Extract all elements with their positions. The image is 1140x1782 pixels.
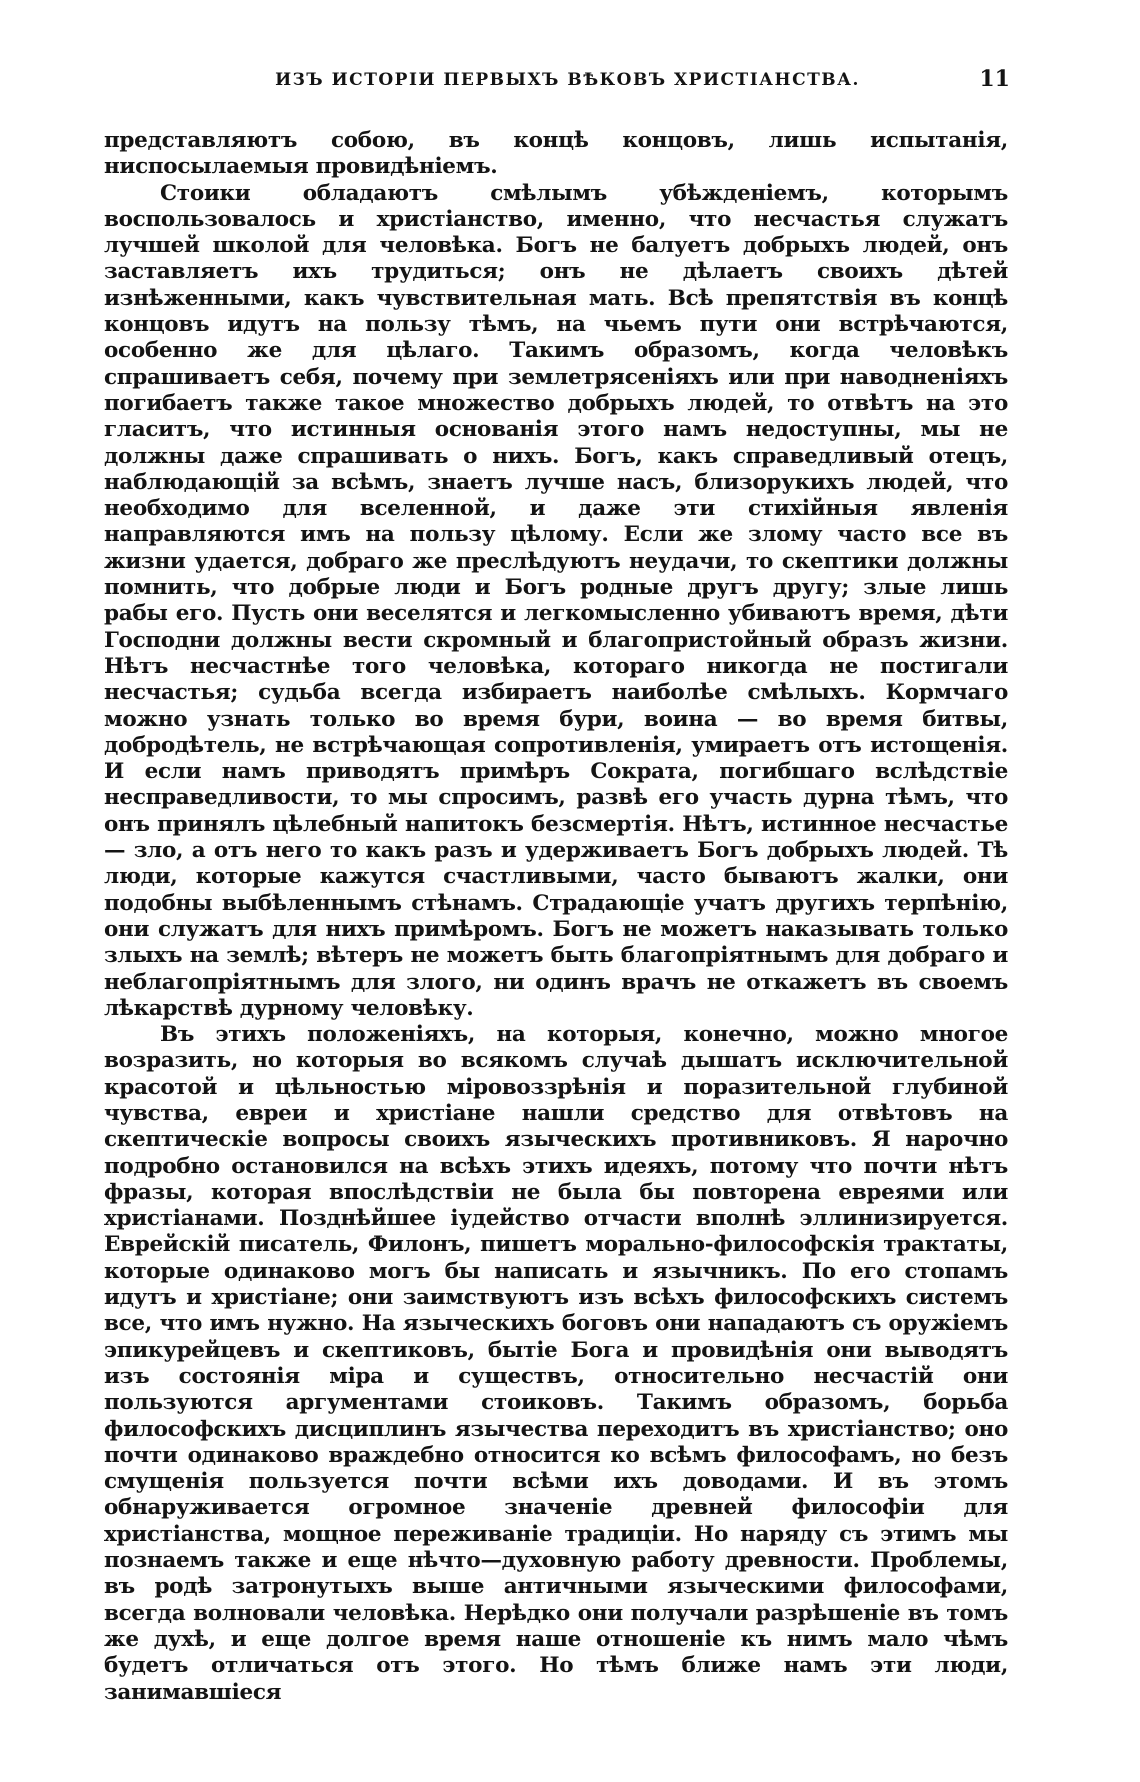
page-number: 11 — [979, 66, 1010, 92]
paragraph-christians: Въ этихъ положеніяхъ, на которыя, конечно, можно многое возразить, но которыя во всякомъ случаѣ дышатъ исключительной красотой и цѣльностью міровоззрѣнія и поразительной глубиной чувства, евреи и христіане нашли средство для отвѣтовъ на скептическіе вопросы своихъ языческихъ противниковъ. Я нарочно подробно остановился на всѣхъ этихъ идеяхъ, потому что почти нѣтъ фразы, которая впослѣдствіи не была бы повторена евреями или христіанами. Позднѣйшее іудейство отчасти вполнѣ эллинизируется. Еврейскій писатель, Филонъ, пишетъ морально-философскія трактаты, которые одинаково могъ бы написать и язычникъ. По его стопамъ идутъ и христіане; они заимствуютъ изъ всѣхъ философскихъ системъ все, что имъ нужно. На языческихъ боговъ они нападаютъ съ оружіемъ эпикурейцевъ и скептиковъ, бытіе Бога и провидѣнія они выводятъ изъ состоянія міра и существъ, относительно несчастій они пользуются аргументами стоиковъ. Такимъ образомъ, борьба философскихъ дисциплинъ язычества переходитъ въ христіанство; оно почти одинаково враждебно относится ко всѣмъ философамъ, но безъ смущенія пользуется почти всѣми ихъ доводами. И въ этомъ обнаруживается огромное значеніе древней философіи для христіанства, мощное переживаніе традиціи. Но наряду съ этимъ мы познаемъ также и еще нѣчто—духовную работу древности. Проблемы, въ родѣ затронутыхъ выше античными языческими философами, всегда волновали человѣка. Нерѣдко они получали разрѣшеніе въ томъ же духѣ, и еще долгое время наше отношеніе къ нимъ мало чѣмъ будетъ отличаться отъ этого. Но тѣмъ ближе намъ эти люди, занимавшіеся — [104, 1022, 1008, 1705]
paragraph-stoics: Стоики обладаютъ смѣлымъ убѣжденіемъ, которымъ воспользовалось и христіанство, именно, что несчастья служатъ лучшей школой для человѣка. Богъ не балуетъ добрыхъ людей, онъ заставляетъ ихъ трудиться; онъ не дѣлаетъ своихъ дѣтей изнѣженными, какъ чувствительная мать. Всѣ препятствія въ концѣ концовъ идутъ на пользу тѣмъ, на чьемъ пути они встрѣчаются, особенно же для цѣлаго. Такимъ образомъ, когда человѣкъ спрашиваетъ себя, почему при землетрясеніяхъ или при наводненіяхъ погибаетъ также такое множество добрыхъ людей, то отвѣтъ на это гласитъ, что истинныя основанія этого намъ недоступны, мы не должны даже спрашивать о нихъ. Богъ, какъ справедливый отецъ, наблюдающій за всѣмъ, знаетъ лучше насъ, близорукихъ людей, что необходимо для вселенной, и даже эти стихійныя явленія направляются имъ на пользу цѣлому. Если же злому часто все въ жизни удается, добраго же преслѣдуютъ неудачи, то скептики должны помнить, что добрые люди и Богъ родные другъ другу; злые лишь рабы его. Пусть они веселятся и легкомысленно убиваютъ время, дѣти Господни должны вести скромный и благопристойный образъ жизни. Нѣтъ несчастнѣе того человѣка, котораго никогда не постигали несчастья; судьба всегда избираетъ наиболѣе смѣлыхъ. Кормчаго можно узнать только во время бури, воина — во время битвы, добродѣтель, не встрѣчающая сопротивленія, умираетъ отъ истощенія. И если намъ приводятъ примѣръ Сократа, погибшаго вслѣдствіе несправедливости, то мы спросимъ, развѣ его участь дурна тѣмъ, что онъ принялъ цѣлебный напитокъ безсмертія. Нѣтъ, истинное несчастье — зло, а отъ него то какъ разъ и удерживаетъ Богъ добрыхъ людей. Тѣ люди, которые кажутся счастливыми, часто бываютъ жалки, они подобны выбѣленнымъ стѣнамъ. Страдающіе учатъ другихъ терпѣнію, они служатъ для нихъ примѣромъ. Богъ не можетъ наказывать только злыхъ на землѣ; вѣтеръ не можетъ быть благопріятнымъ для добраго и неблагопріятнымъ для злого, ни одинъ врачъ не откажетъ въ своемъ лѣкарствѣ дурному человѣку. — [104, 180, 1008, 1021]
paragraph-continuation: представляютъ собою, въ концѣ концовъ, лишь испытанія, ниспосылаемыя провидѣніемъ. — [104, 128, 1008, 180]
running-title: ИЗЪ ИСТОРІИ ПЕРВЫХЪ ВѢКОВЪ ХРИСТІАНСТВА. — [275, 70, 860, 90]
body-text — [104, 128, 1008, 1706]
running-head — [105, 66, 1010, 100]
